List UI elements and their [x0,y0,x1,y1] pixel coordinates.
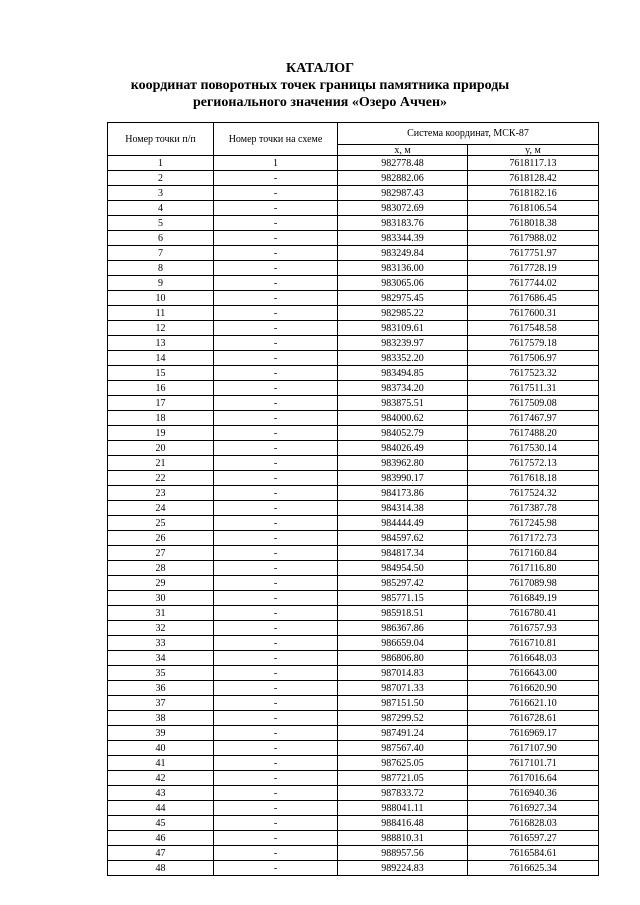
table-row [108,186,599,201]
x-coordinate-cell: 987014.83 [338,666,468,681]
table-row [108,786,599,801]
x-coordinate-cell: 988416.48 [338,816,468,831]
y-coordinate-cell: 7617107.90 [468,741,599,756]
point-number-cell: 28 [108,561,214,576]
document-subtitle-line1: координат поворотных точек границы памятника природы [130,78,510,93]
y-coordinate-cell: 7617387.78 [468,501,599,516]
table-row [108,561,599,576]
scheme-number-cell: - [214,321,338,336]
y-coordinate-cell: 7617172.73 [468,531,599,546]
y-coordinate-cell: 7617245.98 [468,516,599,531]
x-coordinate-cell: 983136.00 [338,261,468,276]
y-coordinate-cell: 7617744.02 [468,276,599,291]
table-row [108,351,599,366]
x-coordinate-cell: 987721.05 [338,771,468,786]
table-row [108,846,599,861]
scheme-number-cell: - [214,366,338,381]
point-number-cell: 20 [108,441,214,456]
table-row [108,396,599,411]
coordinates-table [107,122,599,876]
point-number-cell: 23 [108,486,214,501]
scheme-number-cell: - [214,726,338,741]
point-number-cell: 44 [108,801,214,816]
y-coordinate-cell: 7617523.32 [468,366,599,381]
x-coordinate-cell: 982882.06 [338,171,468,186]
point-number-cell: 17 [108,396,214,411]
scheme-number-cell: - [214,696,338,711]
point-number-cell: 27 [108,546,214,561]
point-number-cell: 31 [108,606,214,621]
scheme-number-cell: - [214,801,338,816]
y-coordinate-cell: 7616849.19 [468,591,599,606]
table-row [108,216,599,231]
scheme-number-cell: - [214,861,338,876]
x-coordinate-cell: 983494.85 [338,366,468,381]
table-row [108,651,599,666]
y-coordinate-cell: 7618117.13 [468,156,599,171]
table-row [108,681,599,696]
y-coordinate-cell: 7616643.00 [468,666,599,681]
scheme-number-cell: - [214,231,338,246]
x-coordinate-cell: 987299.52 [338,711,468,726]
scheme-number-cell: - [214,336,338,351]
scheme-number-cell: - [214,546,338,561]
scheme-number-cell: - [214,441,338,456]
point-number-cell: 1 [108,156,214,171]
x-coordinate-cell: 986367.86 [338,621,468,636]
table-body [108,156,599,876]
x-coordinate-cell: 987833.72 [338,786,468,801]
y-coordinate-cell: 7617511.31 [468,381,599,396]
y-coordinate-cell: 7616625.34 [468,861,599,876]
y-coordinate-cell: 7616648.03 [468,651,599,666]
x-coordinate-cell: 983352.20 [338,351,468,366]
point-number-cell: 35 [108,666,214,681]
scheme-number-cell: - [214,711,338,726]
point-number-cell: 24 [108,501,214,516]
table-row [108,411,599,426]
scheme-number-cell: - [214,636,338,651]
header-coordinate-system: Система координат, МСК-87 [338,123,599,145]
y-coordinate-cell: 7617579.18 [468,336,599,351]
y-coordinate-cell: 7616940.36 [468,786,599,801]
x-coordinate-cell: 984173.86 [338,486,468,501]
point-number-cell: 16 [108,381,214,396]
scheme-number-cell: - [214,756,338,771]
scheme-number-cell: - [214,396,338,411]
point-number-cell: 9 [108,276,214,291]
point-number-cell: 29 [108,576,214,591]
y-coordinate-cell: 7617160.84 [468,546,599,561]
x-coordinate-cell: 986659.04 [338,636,468,651]
point-number-cell: 3 [108,186,214,201]
table-row [108,441,599,456]
table-row [108,756,599,771]
point-number-cell: 37 [108,696,214,711]
document-subtitle-line2: регионального значения «Озеро Аччен» [192,95,448,110]
scheme-number-cell: - [214,816,338,831]
header-y: y, м [468,145,599,156]
header-point-number: Номер точки п/п [108,123,214,156]
table-row [108,486,599,501]
scheme-number-cell: - [214,261,338,276]
scheme-number-cell: - [214,426,338,441]
x-coordinate-cell: 984597.62 [338,531,468,546]
x-coordinate-cell: 983109.61 [338,321,468,336]
x-coordinate-cell: 983344.39 [338,231,468,246]
point-number-cell: 42 [108,771,214,786]
y-coordinate-cell: 7617600.31 [468,306,599,321]
table-row [108,171,599,186]
x-coordinate-cell: 984817.34 [338,546,468,561]
title-block [0,60,640,111]
x-coordinate-cell: 985918.51 [338,606,468,621]
header-x: x, м [338,145,468,156]
x-coordinate-cell: 987491.24 [338,726,468,741]
y-coordinate-cell: 7617524.32 [468,486,599,501]
x-coordinate-cell: 983183.76 [338,216,468,231]
point-number-cell: 40 [108,741,214,756]
x-coordinate-cell: 984026.49 [338,441,468,456]
scheme-number-cell: - [214,486,338,501]
table-row [108,366,599,381]
point-number-cell: 10 [108,291,214,306]
scheme-number-cell: - [214,651,338,666]
scheme-number-cell: - [214,606,338,621]
point-number-cell: 47 [108,846,214,861]
x-coordinate-cell: 984000.62 [338,411,468,426]
table-row [108,321,599,336]
table-row [108,711,599,726]
point-number-cell: 25 [108,516,214,531]
scheme-number-cell: - [214,576,338,591]
y-coordinate-cell: 7617509.08 [468,396,599,411]
table-row [108,456,599,471]
point-number-cell: 38 [108,711,214,726]
point-number-cell: 7 [108,246,214,261]
x-coordinate-cell: 983962.80 [338,456,468,471]
point-number-cell: 36 [108,681,214,696]
table-row [108,201,599,216]
point-number-cell: 39 [108,726,214,741]
y-coordinate-cell: 7617548.58 [468,321,599,336]
point-number-cell: 6 [108,231,214,246]
y-coordinate-cell: 7617488.20 [468,426,599,441]
scheme-number-cell: - [214,681,338,696]
table-row [108,696,599,711]
y-coordinate-cell: 7618106.54 [468,201,599,216]
table-row [108,591,599,606]
y-coordinate-cell: 7618128.42 [468,171,599,186]
y-coordinate-cell: 7617686.45 [468,291,599,306]
y-coordinate-cell: 7617618.18 [468,471,599,486]
scheme-number-cell: - [214,831,338,846]
x-coordinate-cell: 988957.56 [338,846,468,861]
point-number-cell: 19 [108,426,214,441]
x-coordinate-cell: 983990.17 [338,471,468,486]
header-scheme-number: Номер точки на схеме [214,123,338,156]
document-title: КАТАЛОГ [285,61,354,76]
table-row [108,261,599,276]
table-row [108,291,599,306]
table-row [108,306,599,321]
y-coordinate-cell: 7616969.17 [468,726,599,741]
x-coordinate-cell: 987071.33 [338,681,468,696]
scheme-number-cell: - [214,771,338,786]
y-coordinate-cell: 7616757.93 [468,621,599,636]
x-coordinate-cell: 984052.79 [338,426,468,441]
x-coordinate-cell: 984444.49 [338,516,468,531]
table-row [108,801,599,816]
point-number-cell: 22 [108,471,214,486]
point-number-cell: 8 [108,261,214,276]
y-coordinate-cell: 7616620.90 [468,681,599,696]
scheme-number-cell: - [214,411,338,426]
scheme-number-cell: - [214,501,338,516]
table-row [108,381,599,396]
table-row [108,156,599,171]
point-number-cell: 41 [108,756,214,771]
y-coordinate-cell: 7616584.61 [468,846,599,861]
x-coordinate-cell: 987151.50 [338,696,468,711]
table-row [108,531,599,546]
x-coordinate-cell: 983239.97 [338,336,468,351]
x-coordinate-cell: 983072.69 [338,201,468,216]
table-row [108,546,599,561]
scheme-number-cell: - [214,846,338,861]
x-coordinate-cell: 984954.50 [338,561,468,576]
scheme-number-cell: - [214,276,338,291]
y-coordinate-cell: 7617467.97 [468,411,599,426]
scheme-number-cell: - [214,456,338,471]
scheme-number-cell: - [214,186,338,201]
table-row [108,276,599,291]
point-number-cell: 45 [108,816,214,831]
point-number-cell: 26 [108,531,214,546]
y-coordinate-cell: 7616710.81 [468,636,599,651]
y-coordinate-cell: 7617116.80 [468,561,599,576]
y-coordinate-cell: 7617572.13 [468,456,599,471]
x-coordinate-cell: 982975.45 [338,291,468,306]
y-coordinate-cell: 7617101.71 [468,756,599,771]
x-coordinate-cell: 983249.84 [338,246,468,261]
x-coordinate-cell: 988810.31 [338,831,468,846]
scheme-number-cell: - [214,246,338,261]
point-number-cell: 13 [108,336,214,351]
point-number-cell: 12 [108,321,214,336]
x-coordinate-cell: 982987.43 [338,186,468,201]
point-number-cell: 43 [108,786,214,801]
x-coordinate-cell: 982985.22 [338,306,468,321]
table-row [108,336,599,351]
scheme-number-cell: - [214,291,338,306]
x-coordinate-cell: 982778.48 [338,156,468,171]
scheme-number-cell: - [214,306,338,321]
scheme-number-cell: - [214,531,338,546]
table-row [108,726,599,741]
y-coordinate-cell: 7617016.64 [468,771,599,786]
y-coordinate-cell: 7618018.38 [468,216,599,231]
table-row [108,471,599,486]
table-row [108,861,599,876]
point-number-cell: 48 [108,861,214,876]
scheme-number-cell: - [214,516,338,531]
y-coordinate-cell: 7616828.03 [468,816,599,831]
point-number-cell: 32 [108,621,214,636]
y-coordinate-cell: 7617728.19 [468,261,599,276]
table-row [108,246,599,261]
point-number-cell: 18 [108,411,214,426]
y-coordinate-cell: 7617530.14 [468,441,599,456]
point-number-cell: 21 [108,456,214,471]
x-coordinate-cell: 984314.38 [338,501,468,516]
point-number-cell: 11 [108,306,214,321]
table-row [108,771,599,786]
x-coordinate-cell: 986806.80 [338,651,468,666]
y-coordinate-cell: 7617988.02 [468,231,599,246]
x-coordinate-cell: 985297.42 [338,576,468,591]
x-coordinate-cell: 985771.15 [338,591,468,606]
x-coordinate-cell: 989224.83 [338,861,468,876]
scheme-number-cell: - [214,201,338,216]
scheme-number-cell: - [214,381,338,396]
point-number-cell: 33 [108,636,214,651]
point-number-cell: 14 [108,351,214,366]
table-row [108,576,599,591]
y-coordinate-cell: 7616621.10 [468,696,599,711]
y-coordinate-cell: 7617089.98 [468,576,599,591]
point-number-cell: 30 [108,591,214,606]
scheme-number-cell: - [214,591,338,606]
table-row [108,636,599,651]
table-row [108,666,599,681]
table-row [108,606,599,621]
point-number-cell: 34 [108,651,214,666]
scheme-number-cell: - [214,471,338,486]
table-row [108,831,599,846]
scheme-number-cell: - [214,171,338,186]
y-coordinate-cell: 7616780.41 [468,606,599,621]
point-number-cell: 4 [108,201,214,216]
scheme-number-cell: - [214,561,338,576]
scheme-number-cell: - [214,351,338,366]
table-row [108,621,599,636]
point-number-cell: 46 [108,831,214,846]
scheme-number-cell: - [214,741,338,756]
y-coordinate-cell: 7616728.61 [468,711,599,726]
x-coordinate-cell: 988041.11 [338,801,468,816]
table-row [108,516,599,531]
scheme-number-cell: - [214,621,338,636]
y-coordinate-cell: 7618182.16 [468,186,599,201]
table-row [108,816,599,831]
x-coordinate-cell: 987625.05 [338,756,468,771]
table-row [108,231,599,246]
y-coordinate-cell: 7617506.97 [468,351,599,366]
x-coordinate-cell: 987567.40 [338,741,468,756]
scheme-number-cell: 1 [214,156,338,171]
y-coordinate-cell: 7617751.97 [468,246,599,261]
x-coordinate-cell: 983875.51 [338,396,468,411]
table-row [108,426,599,441]
table-row [108,741,599,756]
scheme-number-cell: - [214,786,338,801]
x-coordinate-cell: 983065.06 [338,276,468,291]
scheme-number-cell: - [214,216,338,231]
point-number-cell: 2 [108,171,214,186]
point-number-cell: 15 [108,366,214,381]
table-row [108,501,599,516]
y-coordinate-cell: 7616927.34 [468,801,599,816]
scheme-number-cell: - [214,666,338,681]
point-number-cell: 5 [108,216,214,231]
y-coordinate-cell: 7616597.27 [468,831,599,846]
x-coordinate-cell: 983734.20 [338,381,468,396]
